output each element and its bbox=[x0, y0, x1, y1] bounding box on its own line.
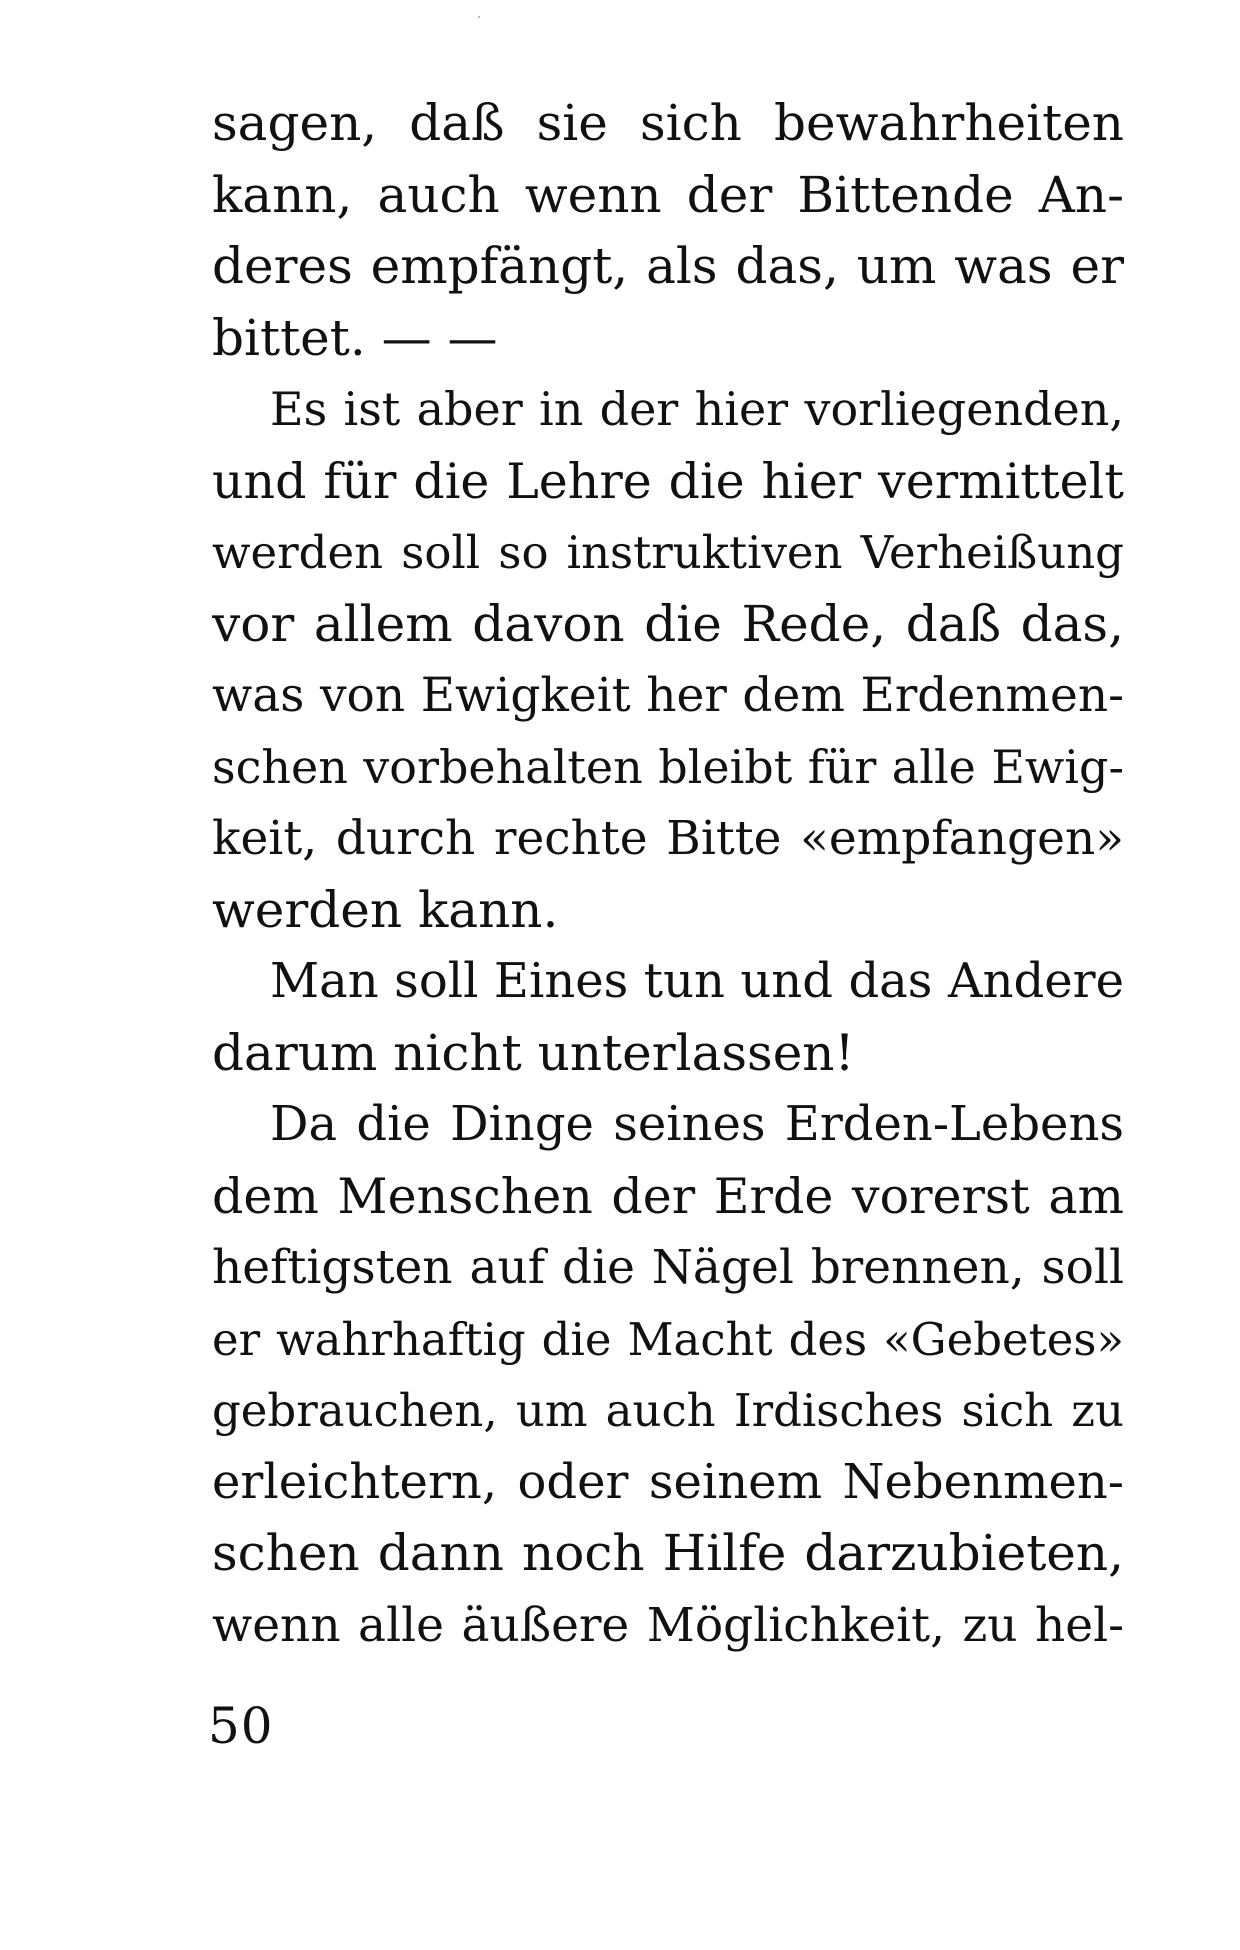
text-line: heftigsten auf die Nägel brennen, soll bbox=[212, 1240, 1124, 1295]
text-line: darum nicht unterlassen! bbox=[212, 1023, 855, 1082]
text-line: sagen, daß sie sich bewahrheiten bbox=[212, 94, 1124, 152]
text-line: erleichtern, oder seinem Nebenmen- bbox=[212, 1453, 1124, 1510]
text-line: keit, durch rechte Bitte «empfangen» bbox=[212, 811, 1124, 866]
text-line: schen dann noch Hilfe darzubieten, bbox=[212, 1524, 1124, 1582]
body-text bbox=[212, 88, 1124, 1661]
text-line: Da die Dinge seines Erden-Lebens bbox=[270, 1096, 1124, 1152]
text-line: schen vorbehalten bleibt für alle Ewig- bbox=[212, 739, 1124, 794]
text-line: Man soll Eines tun und das Andere bbox=[270, 953, 1124, 1009]
text-line: dem Menschen der Erde vorerst am bbox=[212, 1167, 1124, 1225]
text-line: gebrauchen, um auch Irdisches sich zu bbox=[212, 1384, 1124, 1437]
text-line: werden soll so instruktiven Verheißung bbox=[212, 526, 1124, 579]
text-line: und für die Lehre die hier vermittelt bbox=[212, 452, 1124, 510]
page-number: 50 bbox=[208, 1697, 274, 1755]
text-line: Es ist aber in der hier vorliegenden, bbox=[270, 382, 1124, 436]
text-line: vor allem davon die Rede, daß das, bbox=[212, 594, 1124, 653]
text-line: wenn alle äußere Möglichkeit, zu hel- bbox=[212, 1597, 1124, 1653]
text-line: kann, auch wenn der Bittende An- bbox=[212, 165, 1124, 224]
scan-mark bbox=[478, 16, 480, 18]
text-line: deres empfängt, als das, um was er bbox=[212, 237, 1124, 295]
text-line: bittet. — — bbox=[212, 308, 498, 367]
text-line: werden kann. bbox=[212, 880, 559, 939]
text-line: er wahrhaftig die Macht des «Gebetes» bbox=[212, 1312, 1124, 1366]
text-line: was von Ewigkeit her dem Erdenmen- bbox=[212, 668, 1124, 723]
